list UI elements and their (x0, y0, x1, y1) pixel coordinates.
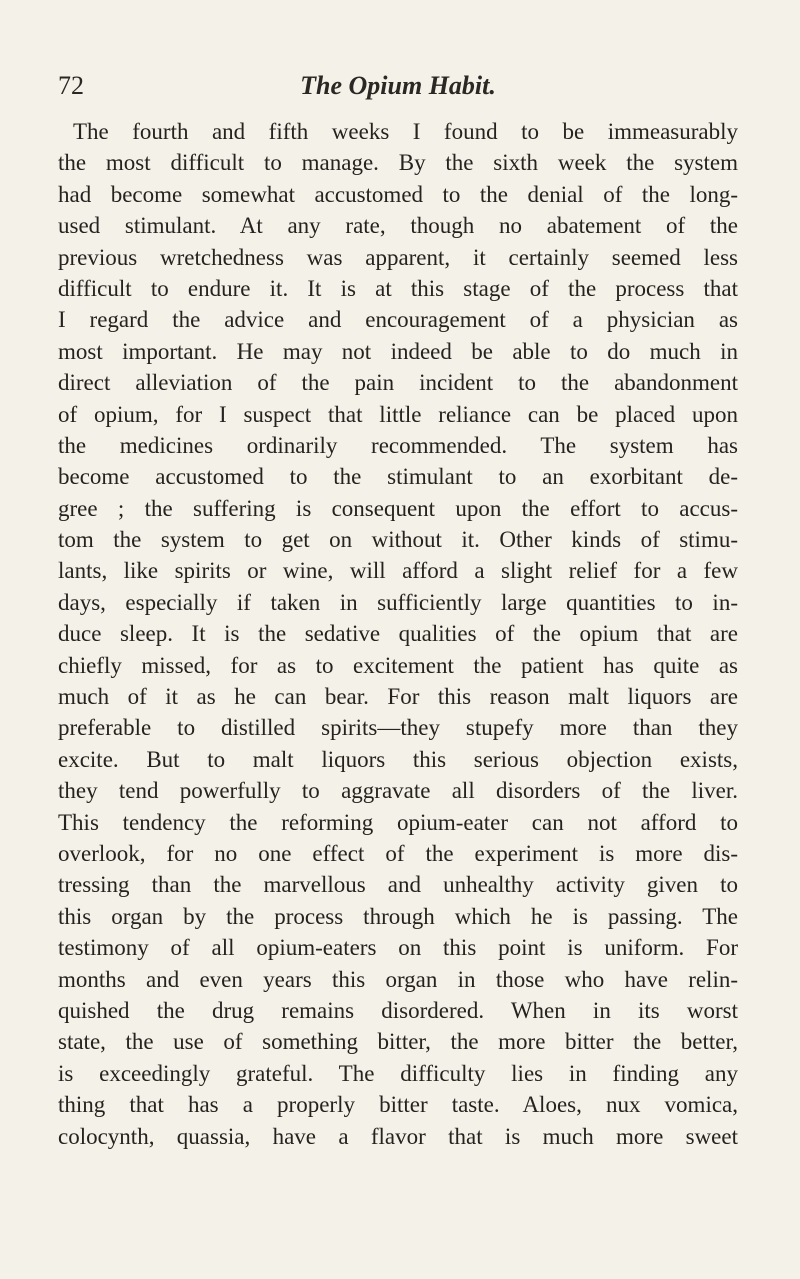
text-line: most important. He may not indeed be able to do much in (58, 338, 738, 364)
text-line: gree ; the suffering is consequent upon the effort to accus- (58, 495, 738, 521)
text-line: thing that has a properly bitter taste. Aloes, nux vomica, (58, 1092, 738, 1118)
text-line: direct alleviation of the pain incident to the abandonment (58, 370, 738, 396)
text-line: tressing than the marvellous and unhealthy activity given to (58, 872, 738, 898)
body-text (58, 116, 738, 1152)
text-line: lants, like spirits or wine, will afford a slight relief for a few (58, 558, 738, 584)
text-line: had become somewhat accustomed to the denial of the long- (58, 181, 738, 207)
text-line: overlook, for no one effect of the experiment is more dis- (58, 840, 738, 866)
text-line: much of it as he can bear. For this reason malt liquors are (58, 684, 738, 710)
text-line: colocynth, quassia, have a flavor that is much more sweet (58, 1123, 738, 1149)
text-line: is exceedingly grateful. The difficulty lies in finding any (58, 1060, 738, 1086)
text-line: become accustomed to the stimulant to an exorbitant de- (58, 464, 738, 490)
text-line: state, the use of something bitter, the more bitter the better, (58, 1029, 738, 1055)
text-line: used stimulant. At any rate, though no abatement of the (58, 213, 738, 239)
page-number: 72 (58, 71, 84, 100)
text-line: quished the drug remains disordered. When in its worst (58, 997, 738, 1023)
text-line: the most difficult to manage. By the sixth week the system (58, 150, 738, 176)
text-line: the medicines ordinarily recommended. The system has (58, 432, 738, 458)
text-line: chiefly missed, for as to excitement the patient has quite as (58, 652, 738, 678)
text-line: duce sleep. It is the sedative qualities of the opium that are (58, 621, 738, 647)
text-line: testimony of all opium-eaters on this point is uniform. For (58, 935, 738, 961)
text-line: preferable to distilled spirits—they stupefy more than they (58, 715, 738, 741)
text-line: this organ by the process through which he is passing. The (58, 903, 738, 929)
text-line: days, especially if taken in sufficiently large quantities to in- (58, 589, 738, 615)
text-line: previous wretchedness was apparent, it certainly seemed less (58, 244, 738, 270)
text-line: of opium, for I suspect that little reliance can be placed upon (58, 401, 738, 427)
running-head (58, 68, 738, 104)
running-title: The Opium Habit. (300, 71, 496, 100)
text-line: months and even years this organ in those who have relin- (58, 966, 738, 992)
text-line: difficult to endure it. It is at this stage of the process that (58, 275, 738, 301)
text-line: The fourth and fifth weeks I found to be immeasurably (73, 119, 738, 144)
text-line: they tend powerfully to aggravate all disorders of the liver. (58, 778, 738, 804)
text-line: I regard the advice and encouragement of a physician as (58, 307, 738, 333)
text-line: excite. But to malt liquors this serious objection exists, (58, 746, 738, 772)
text-line: This tendency the reforming opium-eater can not afford to (58, 809, 738, 835)
text-line: tom the system to get on without it. Other kinds of stimu- (58, 527, 738, 553)
